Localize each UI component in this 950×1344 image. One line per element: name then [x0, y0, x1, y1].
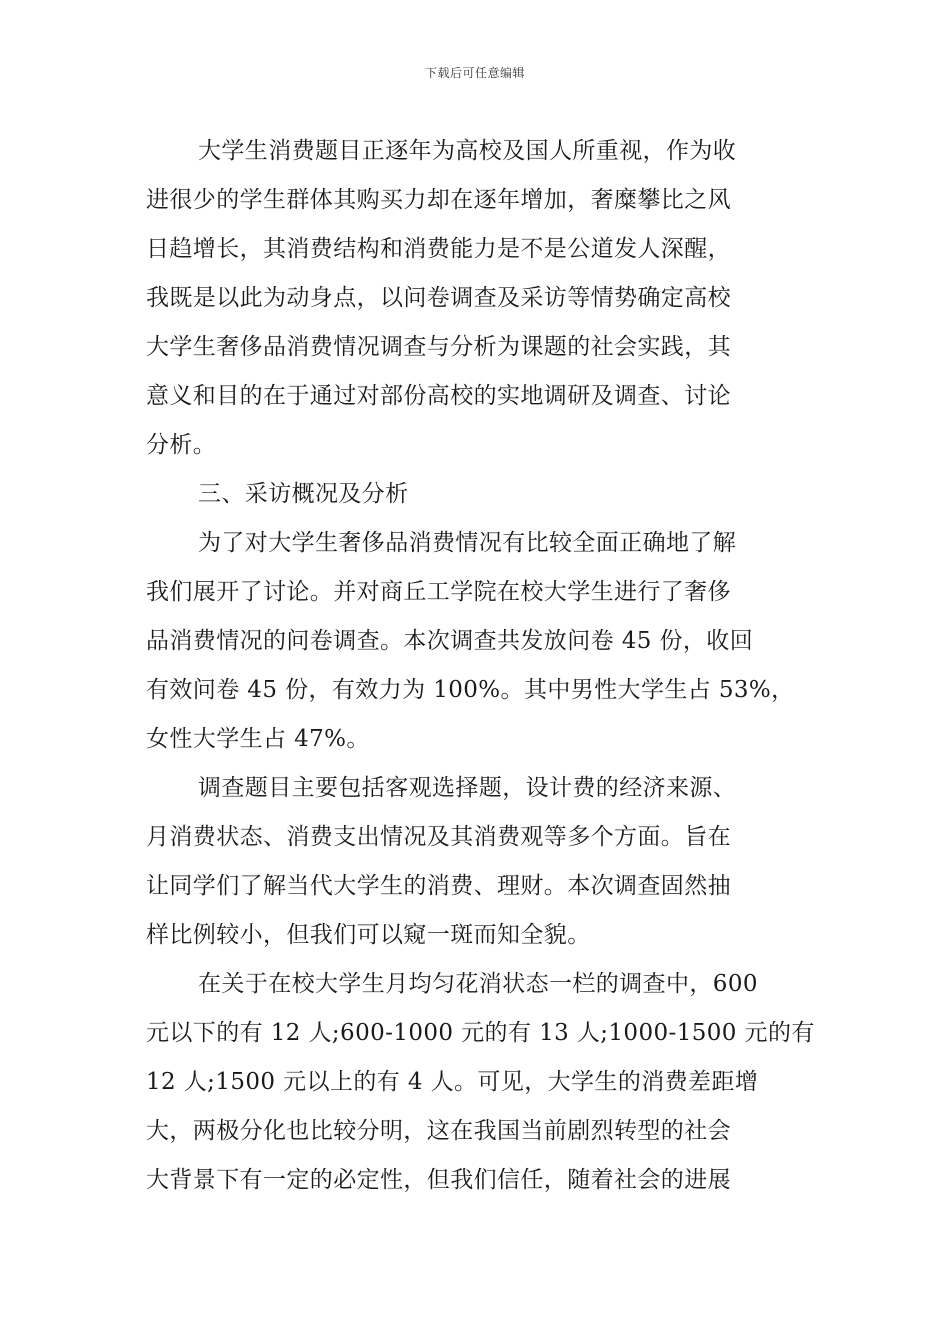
body-line: 在关于在校大学生月均匀花消状态一栏的调查中，600: [198, 971, 758, 997]
body-line: 我们展开了讨论。并对商丘工学院在校大学生进行了奢侈: [146, 579, 731, 605]
body-line: 分析。: [146, 432, 217, 458]
body-line: 女性大学生占 47%。: [146, 726, 370, 752]
body-line: 进很少的学生群体其购买力却在逐年增加，奢糜攀比之风: [146, 187, 731, 213]
section-heading: 三、采访概况及分析: [198, 481, 409, 507]
body-line: 让同学们了解当代大学生的消费、理财。本次调查固然抽: [146, 873, 731, 899]
body-line: 大，两极分化也比较分明，这在我国当前剧烈转型的社会: [146, 1118, 731, 1144]
page-header: 下载后可任意编辑: [424, 66, 525, 80]
body-line: 日趋增长，其消费结构和消费能力是不是公道发人深醒，: [146, 236, 731, 262]
document-body: [146, 127, 815, 1205]
body-line: 为了对大学生奢侈品消费情况有比较全面正确地了解: [198, 530, 737, 556]
body-line: 调查题目主要包括客观选择题，设计费的经济来源、: [198, 775, 737, 801]
body-line: 大学生奢侈品消费情况调查与分析为课题的社会实践，其: [146, 334, 731, 360]
body-line: 大背景下有一定的必定性，但我们信任，随着社会的进展: [146, 1167, 731, 1193]
body-line: 样比例较小，但我们可以窥一斑而知全貌。: [146, 922, 591, 948]
body-line: 月消费状态、消费支出情况及其消费观等多个方面。旨在: [146, 824, 731, 850]
body-line: 大学生消费题目正逐年为高校及国人所重视，作为收: [198, 138, 737, 164]
body-line: 我既是以此为动身点，以问卷调查及采访等情势确定高校: [146, 285, 731, 311]
body-line: 12 人;1500 元以上的有 4 人。可见，大学生的消费差距增: [146, 1069, 759, 1095]
body-line: 品消费情况的问卷调查。本次调查共发放问卷 45 份，收回: [146, 628, 754, 654]
body-line: 元以下的有 12 人;600-1000 元的有 13 人;1000-1500 元的有: [146, 1020, 815, 1046]
body-line: 意义和目的在于通过对部份高校的实地调研及调查、讨论: [146, 383, 731, 409]
body-line: 有效问卷 45 份，有效力为 100%。其中男性大学生占 53%，: [146, 677, 795, 703]
